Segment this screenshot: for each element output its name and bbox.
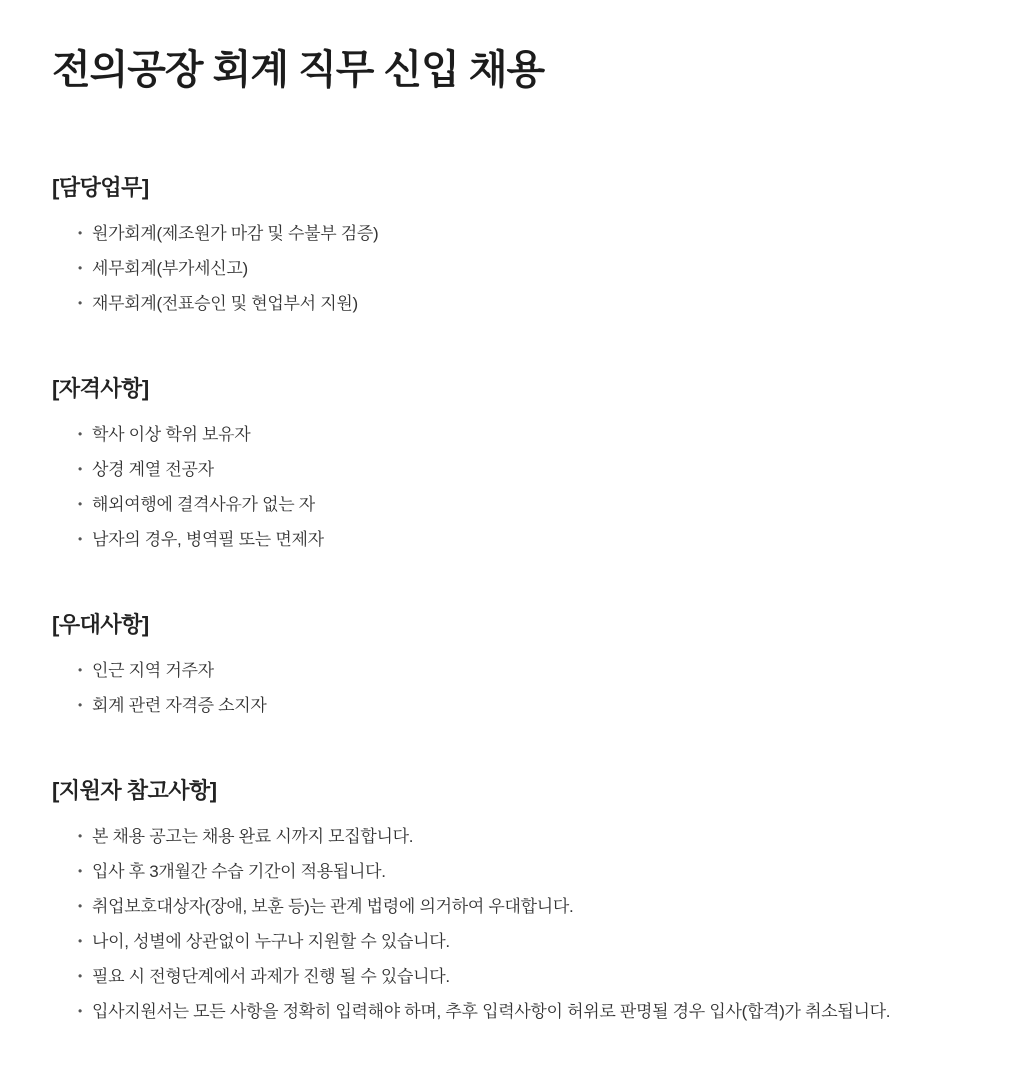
list-item: • 입사지원서는 모든 사항을 정확히 입력해야 하며, 추후 입력사항이 허위로 판명될 경우 입사(합격)가 취소됩니다. [78,994,990,1029]
list-item: • 본 채용 공고는 채용 완료 시까지 모집합니다. [78,819,990,854]
list-item: • 남자의 경우, 병역필 또는 면제자 [78,522,990,557]
preferences-list [52,653,990,723]
section-heading: [지원자 참고사항] [52,778,217,803]
section-qualifications [52,375,990,557]
qualifications-list [52,417,990,557]
list-item: • 해외여행에 결격사유가 없는 자 [78,487,990,522]
list-item: • 필요 시 전형단계에서 과제가 진행 될 수 있습니다. [78,959,990,994]
list-item: • 회계 관련 자격증 소지자 [78,688,990,723]
list-item: • 재무회계(전표승인 및 현업부서 지원) [78,286,990,321]
list-item: • 상경 계열 전공자 [78,452,990,487]
list-item: • 인근 지역 거주자 [78,653,990,688]
section-heading: [자격사항] [52,376,149,401]
list-item: • 학사 이상 학위 보유자 [78,417,990,452]
list-item: • 입사 후 3개월간 수습 기간이 적용됩니다. [78,854,990,889]
applicant-notes-list [52,819,990,1029]
list-item: • 나이, 성별에 상관없이 누구나 지원할 수 있습니다. [78,924,990,959]
list-item: • 세무회계(부가세신고) [78,251,990,286]
section-applicant-notes [52,777,990,1029]
list-item: • 취업보호대상자(장애, 보훈 등)는 관계 법령에 의거하여 우대합니다. [78,889,990,924]
section-heading: [담당업무] [52,175,149,200]
section-heading: [우대사항] [52,612,149,637]
duties-list [52,216,990,321]
page-title: 전의공장 회계 직무 신입 채용 [52,48,545,92]
section-duties [52,174,990,321]
list-item: • 원가회계(제조원가 마감 및 수불부 검증) [78,216,990,251]
section-preferences [52,611,990,723]
